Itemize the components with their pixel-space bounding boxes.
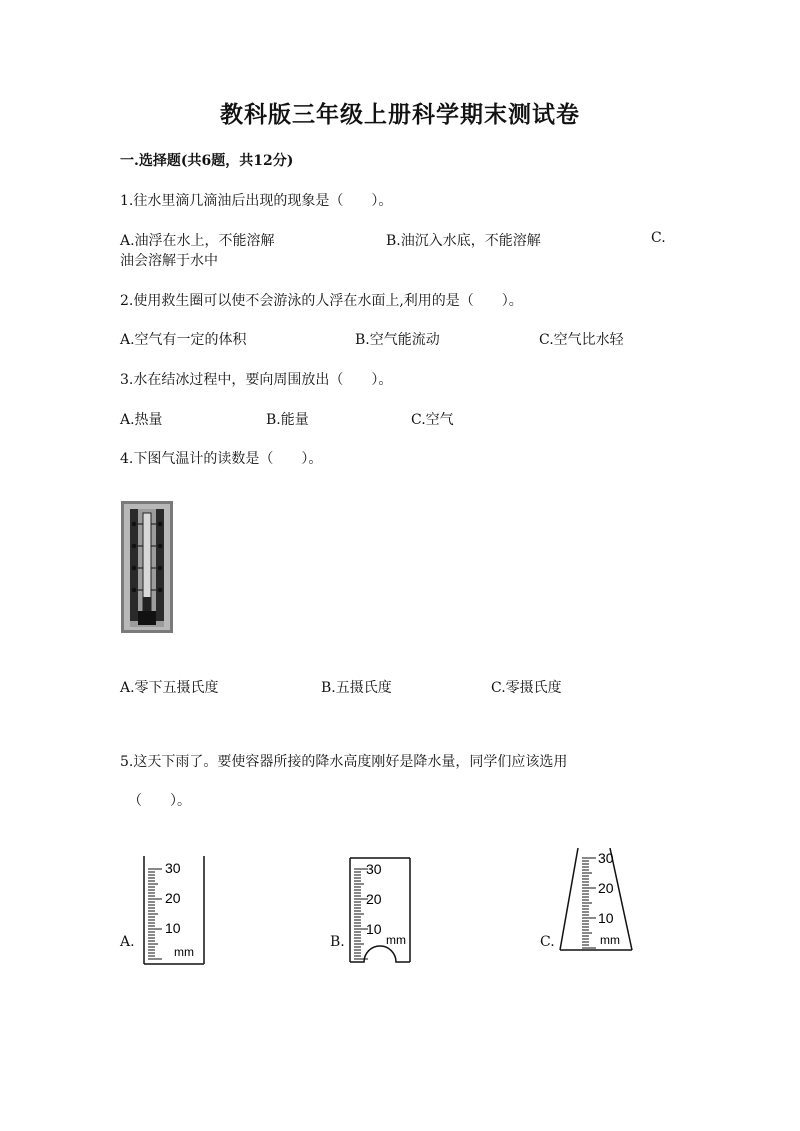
gauge-a-tick-20: 20 bbox=[165, 890, 181, 906]
rain-gauge-a bbox=[136, 852, 212, 968]
question-4-option-c: C.零摄氏度 bbox=[491, 680, 562, 696]
gauge-c-tick-30: 30 bbox=[598, 850, 614, 866]
question-4-stem: 4.下图气温计的读数是（ ）。 bbox=[120, 451, 323, 467]
gauge-b-tick-30: 30 bbox=[366, 861, 382, 877]
gauge-b-tick-10: 10 bbox=[366, 921, 382, 937]
gauge-c-unit: mm bbox=[600, 933, 620, 947]
rain-gauge-c bbox=[556, 844, 640, 956]
question-5-stem-line-2: （ ）。 bbox=[128, 793, 191, 809]
question-3-stem: 3.水在结冰过程中，要向周围放出（ ）。 bbox=[120, 372, 393, 388]
question-1-option-a: A.油浮在水上，不能溶解 bbox=[120, 233, 275, 249]
question-4-option-a: A.零下五摄氏度 bbox=[120, 680, 219, 696]
gauge-a-unit: mm bbox=[174, 945, 194, 959]
question-5-option-a: A. bbox=[120, 934, 135, 950]
question-2-option-c: C.空气比水轻 bbox=[539, 332, 624, 348]
question-1-stem: 1.往水里滴几滴油后出现的现象是（ ）。 bbox=[120, 193, 393, 209]
gauge-a-tick-10: 10 bbox=[165, 920, 181, 936]
question-3-option-a: A.热量 bbox=[120, 412, 163, 428]
gauge-b-unit: mm bbox=[386, 933, 406, 947]
page-title: 教科版三年级上册科学期末测试卷 bbox=[220, 101, 580, 128]
question-5-stem-line-1: 5.这天下雨了。要使容器所接的降水高度刚好是降水量，同学们应该选用 bbox=[120, 754, 568, 770]
thermometer-image bbox=[121, 501, 173, 633]
gauge-b-tick-20: 20 bbox=[366, 891, 382, 907]
question-1-option-c-text: 油会溶解于水中 bbox=[120, 253, 218, 269]
gauge-a-tick-30: 30 bbox=[165, 860, 181, 876]
rain-gauge-b bbox=[344, 852, 420, 968]
question-1-option-c-prefix: C. bbox=[651, 230, 666, 246]
question-4-option-b: B.五摄氏度 bbox=[321, 680, 392, 696]
question-2-option-a: A.空气有一定的体积 bbox=[120, 332, 247, 348]
question-2-stem: 2.使用救生圈可以使不会游泳的人浮在水面上,利用的是（ ）。 bbox=[120, 293, 523, 309]
question-5-option-b: B. bbox=[330, 934, 345, 950]
question-5-option-c: C. bbox=[540, 934, 555, 950]
gauge-c-tick-20: 20 bbox=[598, 880, 614, 896]
question-1-option-b: B.油沉入水底，不能溶解 bbox=[386, 233, 541, 249]
question-3-option-c: C.空气 bbox=[411, 412, 454, 428]
question-2-option-b: B.空气能流动 bbox=[355, 332, 440, 348]
question-3-option-b: B.能量 bbox=[266, 412, 309, 428]
section-heading: 一.选择题(共6题，共12分) bbox=[120, 153, 294, 169]
gauge-c-tick-10: 10 bbox=[598, 910, 614, 926]
